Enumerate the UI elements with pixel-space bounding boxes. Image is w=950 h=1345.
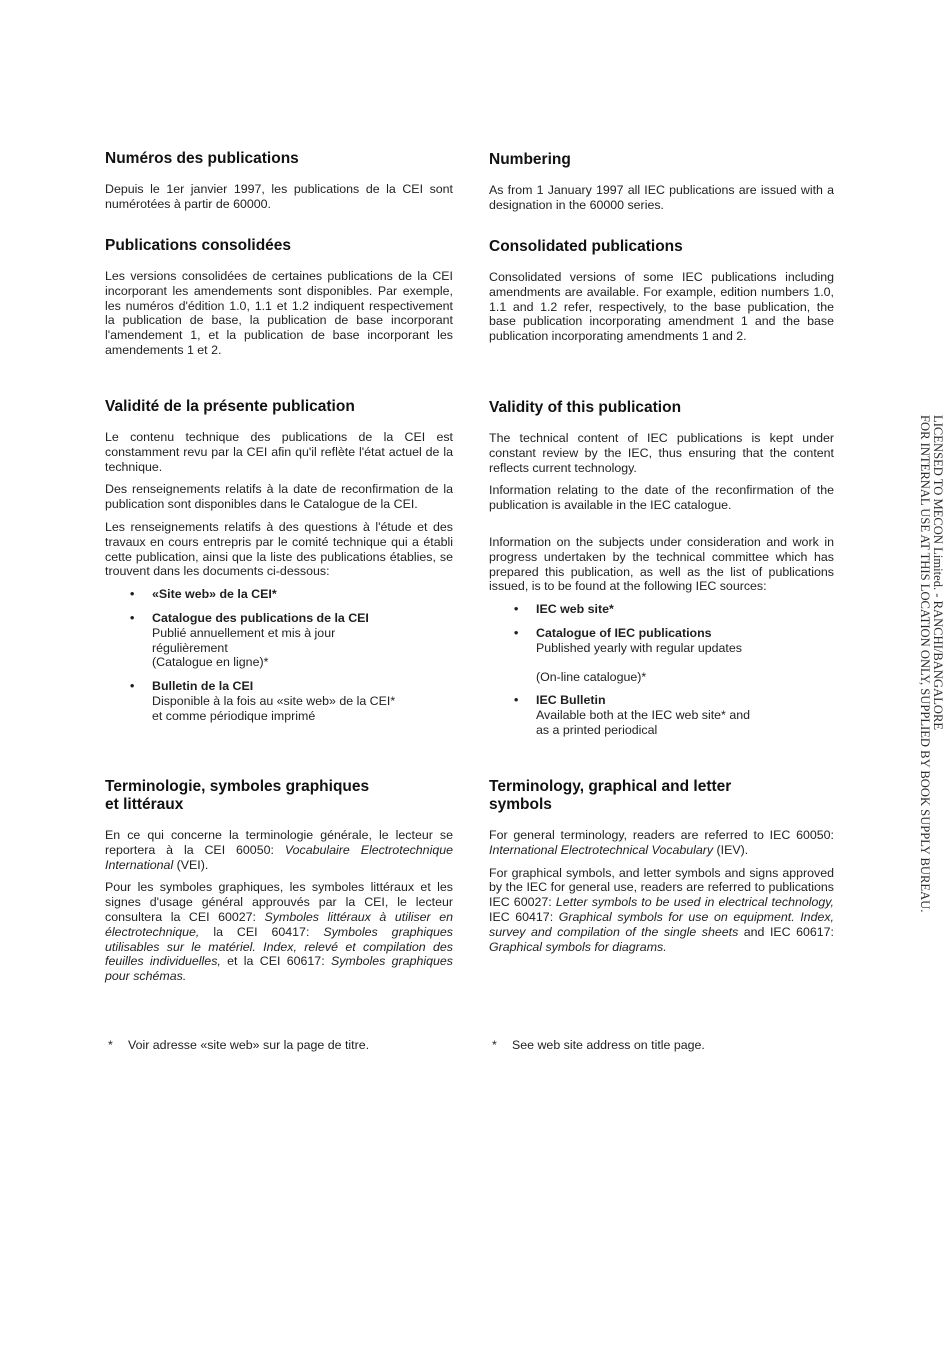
en-source-bulletin-line: as a printed periodical (536, 722, 658, 737)
fr-source-web-site-title: «Site web» de la CEI* (152, 587, 277, 602)
fr-terminology-heading-line: et littéraux (105, 796, 184, 813)
text-run: (VEI). (173, 857, 209, 872)
fr-footnote (108, 1038, 369, 1053)
publication-title: Symboles littéraux à utiliser en électrotechnique, (105, 909, 453, 939)
license-notice-line: LICENSED TO MECON Limited. - RANCHI/BANGALORE (931, 415, 945, 731)
fr-source-catalogue (130, 610, 453, 670)
publication-title: Graphical symbols for use on equipment. Index, survey and compilation of the single sheets (489, 909, 834, 939)
fr-source-catalogue-title: Catalogue des publications de la CEI (152, 610, 369, 625)
text-run: la CEI 60417: (199, 924, 324, 939)
fr-validity-section (105, 398, 453, 733)
en-source-bulletin-line: Available both at the IEC web site* and (536, 708, 750, 723)
en-validity-heading: Validity of this publication (489, 399, 682, 416)
fr-terminology-heading (105, 778, 453, 814)
fr-source-bulletin-line: Disponible à la fois au «site web» de la CEI* (152, 693, 396, 708)
text-run: (IEV). (713, 842, 749, 857)
bullet-icon: • (130, 610, 135, 625)
en-sources-list (489, 602, 834, 738)
fr-numbering-section (105, 150, 453, 220)
bullet-icon: • (514, 602, 519, 617)
fr-footnote-text: Voir adresse «site web» sur la page de titre. (128, 1038, 370, 1052)
en-terminology-heading-line: Terminology, graphical and letter (489, 778, 732, 795)
fr-terminology-section (105, 778, 453, 992)
fr-numbering-heading: Numéros des publications (105, 150, 299, 167)
fr-source-web-site (130, 587, 453, 602)
en-source-catalogue-line: Published yearly with regular updates (536, 640, 742, 655)
publication-title: Letter symbols to be used in electrical technology, (555, 895, 834, 910)
fr-source-catalogue-line: régulièrement (152, 640, 228, 655)
fr-numbering-text: Depuis le 1er janvier 1997, les publications de la CEI sont numérotées à partir de 60000. (105, 182, 453, 211)
en-source-catalogue (514, 625, 834, 684)
en-consolidated-section (489, 238, 834, 352)
en-numbering-section (489, 151, 834, 221)
footnote-marker: * (492, 1038, 497, 1052)
fr-consolidated-section (105, 237, 453, 366)
en-consolidated-text: Consolidated versions of some IEC publications including amendments are available. For example, edition numbers 1.0, 1.1 and 1.2 refer, respectively, to the base publication, the base publication incorporating amendment 1 and the base publication incorporating amendments 1 and 2. (489, 270, 834, 344)
text-run: For general terminology, readers are referred to IEC 60050: (489, 828, 834, 842)
license-notice-line: FOR INTERNAL USE AT THIS LOCATION ONLY, SUPPLIED BY BOOK SUPPLY BUREAU. (918, 415, 932, 913)
fr-consolidated-text: Les versions consolidées de certaines publications de la CEI incorporant les amendements sont disponibles. Par exemple, les numéros d'édition 1.0, 1.1 et 1.2 indiquent respectivement la publication de base, la publication de base incorporant l'amendement 1, et la publication de base incorporant les amendements 1 et 2. (105, 269, 453, 357)
text-run: et la CEI 60617: (220, 954, 331, 969)
en-validity-text-1: The technical content of IEC publications is kept under constant review by the IEC, thus ensuring that the content reflects current technology. (489, 431, 834, 475)
publication-title: International Electrotechnical Vocabulary (489, 842, 714, 857)
en-validity-text-3: Information on the subjects under consideration and work in progress undertaken by the technical committee which has prepared this publication, as well as the list of publications issued, is to be found at the following IEC sources: (489, 534, 834, 594)
en-footnote-text: See web site address on title page. (512, 1038, 705, 1052)
license-notice (918, 415, 944, 912)
bullet-icon: • (514, 693, 519, 708)
en-numbering-text: As from 1 January 1997 all IEC publications are issued with a designation in the 60000 series. (489, 183, 834, 212)
fr-source-bulletin-title: Bulletin de la CEI (152, 679, 254, 694)
en-consolidated-heading: Consolidated publications (489, 238, 683, 255)
en-terminology-text-1 (489, 828, 834, 858)
publication-title: Graphical symbols for diagrams. (489, 939, 667, 954)
bullet-icon: • (130, 679, 135, 694)
bullet-icon: • (514, 625, 519, 640)
fr-source-bulletin-line: et comme périodique imprimé (152, 708, 316, 723)
text-run: and IEC 60617: (738, 924, 835, 939)
fr-terminology-text-2 (105, 880, 453, 984)
text-run: En ce qui concerne la terminologie générale, le lecteur se reportera à la CEI 60050: (105, 828, 453, 857)
text-run: Pour les symboles graphiques, les symboles littéraux et les signes d'usage général approuvés par la CEI, le lecteur consultera la CEI 60027: (105, 880, 453, 924)
en-numbering-heading: Numbering (489, 151, 571, 168)
text-run: For graphical symbols, and letter symbols and signs approved by the IEC for general use, readers are referred to publications IEC 60027: (489, 865, 834, 910)
publication-title: Symboles graphiques pour schémas. (105, 954, 453, 984)
fr-validity-text-3: Les renseignements relatifs à des questions à l'étude et des travaux en cours entrepris par le comité technique qui a établi cette publication, ainsi que la liste des publications établies, se trouvent dans les documents ci-dessous: (105, 519, 453, 579)
en-source-bulletin-title: IEC Bulletin (536, 693, 606, 708)
en-source-web-site-title: IEC web site* (536, 602, 614, 617)
en-source-catalogue-online: (On-line catalogue)* (536, 669, 647, 684)
fr-terminology-text-1 (105, 828, 453, 872)
fr-terminology-heading-line: Terminologie, symboles graphiques (105, 778, 370, 795)
en-terminology-text-2 (489, 866, 834, 955)
bullet-icon: • (130, 587, 135, 602)
en-validity-section (489, 399, 834, 747)
text-run: IEC 60417: (489, 909, 559, 924)
en-terminology-heading-line: symbols (489, 796, 552, 813)
fr-validity-text-1: Le contenu technique des publications de la CEI est constamment revu par la CEI afin qu'il reflète l'état actuel de la technique. (105, 430, 453, 474)
publication-title: Symboles graphiques utilisables sur le matériel. Index, relevé et compilation des feuilles individuelles, (105, 924, 453, 969)
fr-source-catalogue-line: Publié annuellement et mis à jour (152, 625, 336, 640)
fr-validity-text-2: Des renseignements relatifs à la date de reconfirmation de la publication sont disponibles dans le Catalogue de la CEI. (105, 482, 453, 512)
en-validity-text-2: Information relating to the date of the reconfirmation of the publication is available in the IEC catalogue. (489, 483, 834, 513)
en-terminology-heading (489, 778, 834, 814)
fr-source-bulletin (130, 679, 453, 723)
fr-validity-heading: Validité de la présente publication (105, 398, 355, 415)
fr-consolidated-heading: Publications consolidées (105, 237, 292, 254)
en-source-web-site (514, 602, 834, 617)
en-source-bulletin (514, 693, 834, 737)
en-footnote (492, 1038, 705, 1053)
en-source-catalogue-title: Catalogue of IEC publications (536, 625, 712, 640)
fr-source-catalogue-line: (Catalogue en ligne)* (152, 655, 269, 670)
fr-sources-list (105, 587, 453, 723)
en-terminology-section (489, 778, 834, 962)
publication-title: Vocabulaire Electrotechnique International (105, 842, 453, 872)
footnote-marker: * (108, 1038, 113, 1052)
